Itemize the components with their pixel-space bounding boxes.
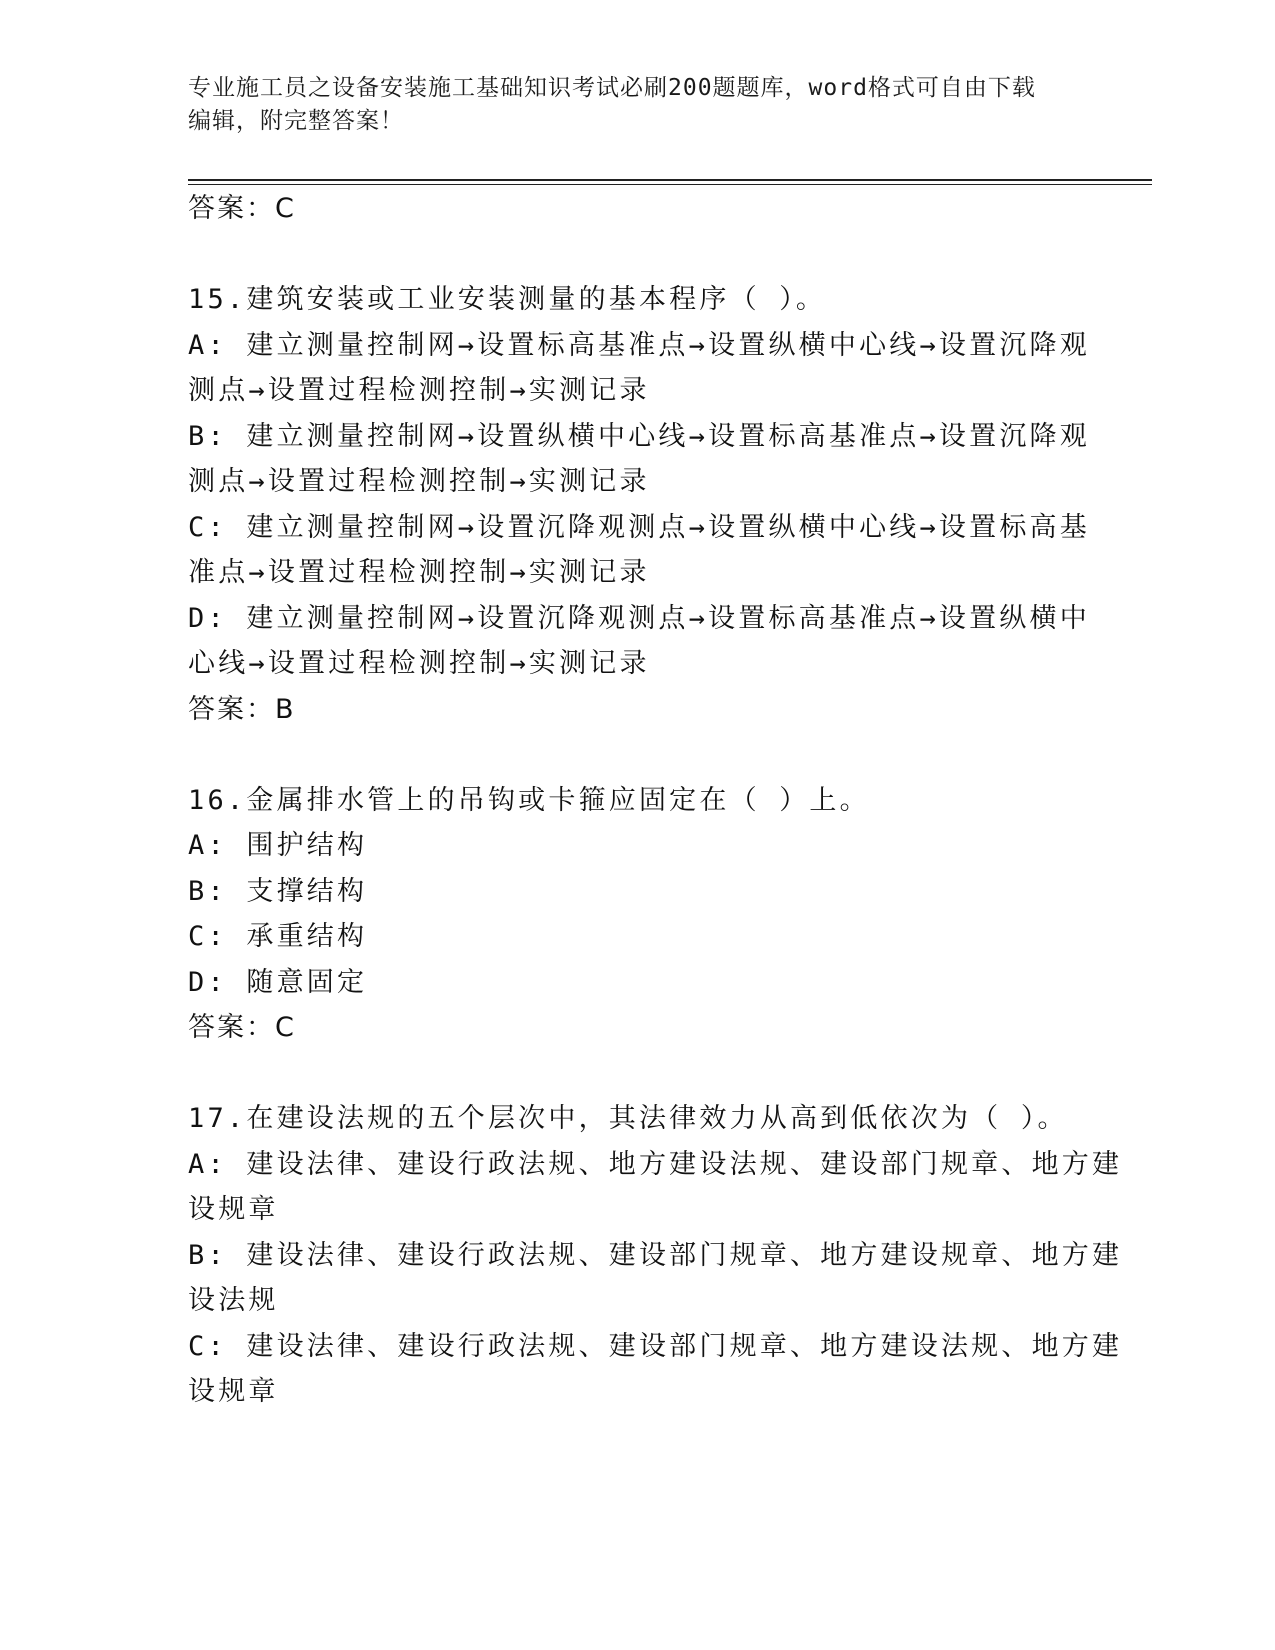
option-d-line-1: D: 建立测量控制网→设置沉降观测点→设置标高基准点→设置纵横中 xyxy=(188,602,1090,634)
previous-answer: 答案：C xyxy=(188,193,296,224)
option-c-line-2: 设规章 xyxy=(188,1376,279,1407)
option-b-line-2: 测点→设置过程检测控制→实测记录 xyxy=(188,466,650,497)
option-b-line-1: B: 建设法律、建设行政法规、建设部门规章、地方建设规章、地方建 xyxy=(188,1239,1123,1271)
option-a-line-2: 设规章 xyxy=(188,1194,279,1225)
question-title: 17.在建设法规的五个层次中，其法律效力从高到低依次为（ ）。 xyxy=(188,1103,1068,1134)
option-c-line-1: C: 建设法律、建设行政法规、建设部门规章、地方建设法规、地方建 xyxy=(188,1330,1123,1362)
option-b-line-1: B: 建立测量控制网→设置纵横中心线→设置标高基准点→设置沉降观 xyxy=(188,420,1090,452)
option-d-line-2: 心线→设置过程检测控制→实测记录 xyxy=(188,648,650,679)
option-b: B: 支撑结构 xyxy=(188,875,368,907)
header-divider-thin xyxy=(188,184,1152,185)
question-16 xyxy=(188,778,1088,1051)
option-a-line-1: A: 建设法律、建设行政法规、地方建设法规、建设部门规章、地方建 xyxy=(188,1148,1123,1180)
option-c: C: 承重结构 xyxy=(188,921,368,952)
header-line-1: 专业施工员之设备安装施工基础知识考试必刷200题题库，word格式可自由下载 xyxy=(188,75,1036,101)
option-a-line-1: A: 建立测量控制网→设置标高基准点→设置纵横中心线→设置沉降观 xyxy=(188,329,1090,361)
header-divider-thick xyxy=(188,179,1152,181)
option-a-line-2: 测点→设置过程检测控制→实测记录 xyxy=(188,375,650,406)
question-answer: 答案：C xyxy=(188,1012,296,1043)
option-a: A: 围护结构 xyxy=(188,830,368,861)
option-d: D: 随意固定 xyxy=(188,966,368,998)
question-answer: 答案：B xyxy=(188,693,296,725)
question-15 xyxy=(188,277,1088,732)
option-c-line-1: C: 建立测量控制网→设置沉降观测点→设置纵横中心线→设置标高基 xyxy=(188,511,1090,543)
question-title: 15.建筑安装或工业安装测量的基本程序（ ）。 xyxy=(188,284,827,315)
option-b-line-2: 设法规 xyxy=(188,1285,279,1316)
option-c-line-2: 准点→设置过程检测控制→实测记录 xyxy=(188,557,650,588)
question-title: 16.金属排水管上的吊钩或卡箍应固定在（ ）上。 xyxy=(188,784,870,816)
header-line-2: 编辑，附完整答案！ xyxy=(188,108,404,134)
question-17 xyxy=(188,1096,1123,1415)
document-header xyxy=(188,72,1068,138)
document-body xyxy=(188,186,1123,1415)
